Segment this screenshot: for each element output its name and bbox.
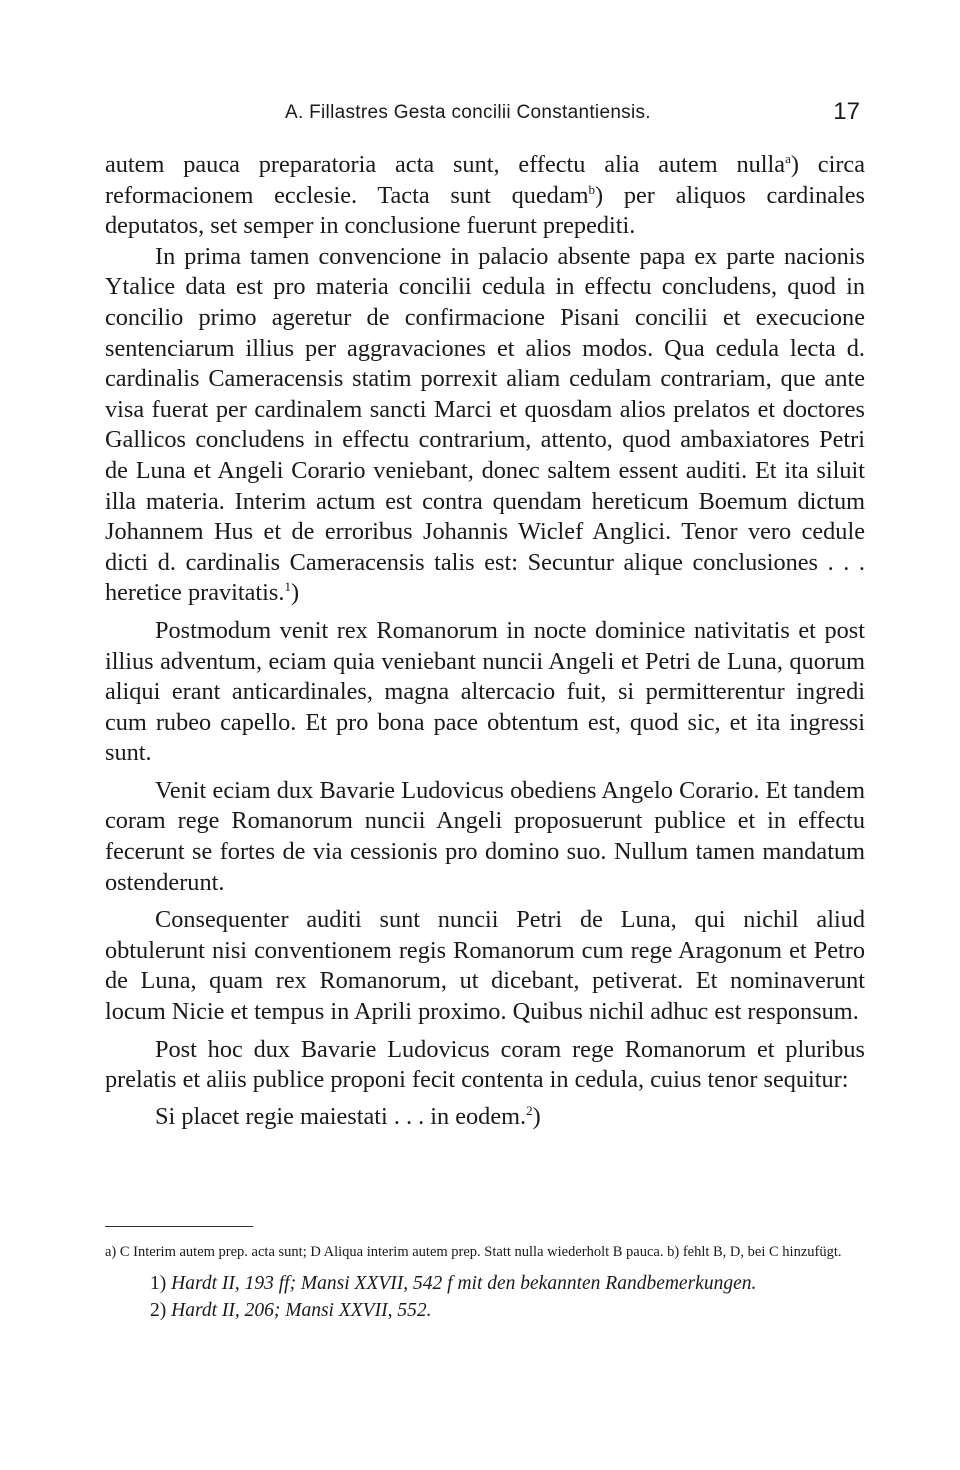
paragraph-text: Venit eciam dux Bavarie Ludovicus obediens Angelo Corario. Et tandem coram rege Romanorum nuncii Angeli proposuerunt publice et in effectu fecerunt se fortes de via cessionis pro domino suo. Nullum tamen mandatum ostenderunt. <box>105 776 865 896</box>
footnote-2-text: Hardt II, 206; Mansi XXVII, 552. <box>166 1300 432 1321</box>
paragraph <box>105 905 865 1027</box>
paragraph-text: ) <box>532 1102 541 1130</box>
running-title: A. Fillastres Gesta concilii Constantiensis. <box>285 102 651 123</box>
paragraph-text: ) <box>290 579 300 607</box>
variant-footnote: a) C Interim autem prep. acta sunt; D Aliqua interim autem prep. Statt nulla wiederholt B pauca. b) fehlt B, D, bei C hinzufügt. <box>105 1244 842 1260</box>
paragraph <box>105 1102 865 1133</box>
main-text <box>105 150 865 1132</box>
paragraph <box>105 1035 865 1096</box>
footnote-1-mark: 1) <box>150 1273 167 1294</box>
footnote-marker: 2 <box>526 1102 533 1118</box>
footnote-2-mark: 2) <box>150 1300 167 1321</box>
paragraph <box>105 616 865 769</box>
footnote-marker: b <box>588 181 596 197</box>
footnote-marker: 1 <box>284 579 291 595</box>
footnote-1-text: Hardt II, 193 ff; Mansi XXVII, 542 f mit den bekannten Randbemerkungen. <box>166 1273 757 1294</box>
paragraph-text: ) circa reformacionem ecclesie. Tacta sunt quedam <box>105 151 866 209</box>
paragraph-text: autem pauca preparatoria acta sunt, effectu alia autem nulla <box>105 151 786 178</box>
paragraph <box>105 150 865 242</box>
footnote-2 <box>105 1297 865 1324</box>
paragraph-text: Consequenter auditi sunt nuncii Petri de Luna, qui nichil aliud obtulerunt nisi conventionem regis Romanorum cum rege Aragonum et Petro de Luna, quam rex Romanorum, ut dicebant, petiverat. Et nominaverunt locum Nicie et tempus in Aprili proximo. Quibus nichil adhuc est responsum. <box>105 906 865 1026</box>
footnote-marker: a <box>785 150 791 166</box>
paragraph-text: Post hoc dux Bavarie Ludovicus coram rege Romanorum et pluribus prelatis et aliis publice proponi fecit contenta in cedula, cuius tenor sequitur: <box>105 1035 865 1094</box>
paragraph-text: ) per aliquos cardinales deputatos, set semper in conclusione fuerunt prepediti. <box>105 181 865 240</box>
page-header <box>105 98 860 132</box>
paragraph-text: Si placet regie maiestati . . . in eodem. <box>155 1102 527 1130</box>
paragraph <box>105 776 865 898</box>
footnotes <box>105 1240 865 1324</box>
footnote-separator <box>105 1226 253 1227</box>
paragraph-text: In prima tamen convencione in palacio absente papa ex parte nacionis Ytalice data est pro materia concilii cedula in effectu concludens, quod in concilio primo ageretur de confirmacione Pisani concilii et execucione sentenciarum illius per aggravaciones et alios modos. Qua cedula lecta d. cardinalis Cameracensis statim porrexit aliam cedulam contrariam, que ante visa fuerat per cardinalem sancti Marci et quosdam alios prelatos et doctores Gallicos concludens in effectu contrarium, attento, quod ambaxiatores Petri de Luna et Angeli Corario veniebant, donec saltem essent auditi. Et ita siluit illa materia. Interim actum est contra quendam hereticum Boemum dictum Johannem Hus et de erroribus Johannis Wiclef Anglici. Tenor vero cedule dicti d. cardinalis Cameracensis talis est: Secuntur alique conclusiones . . . heretice pravitatis. <box>105 242 865 607</box>
paragraph-text: Postmodum venit rex Romanorum in nocte dominice nativitatis et post illius adventum, eciam quia veniebant nuncii Angeli et Petri de Luna, quorum aliqui erant anticardinales, magna altercacio fuit, si permitterentur ingredi cum rubeo capello. Et pro bona pace obtentum est, quod sic, et ita ingressi sunt. <box>105 616 865 767</box>
page-number: 17 <box>833 98 860 125</box>
paragraph <box>105 242 865 609</box>
footnote-1 <box>105 1270 865 1297</box>
